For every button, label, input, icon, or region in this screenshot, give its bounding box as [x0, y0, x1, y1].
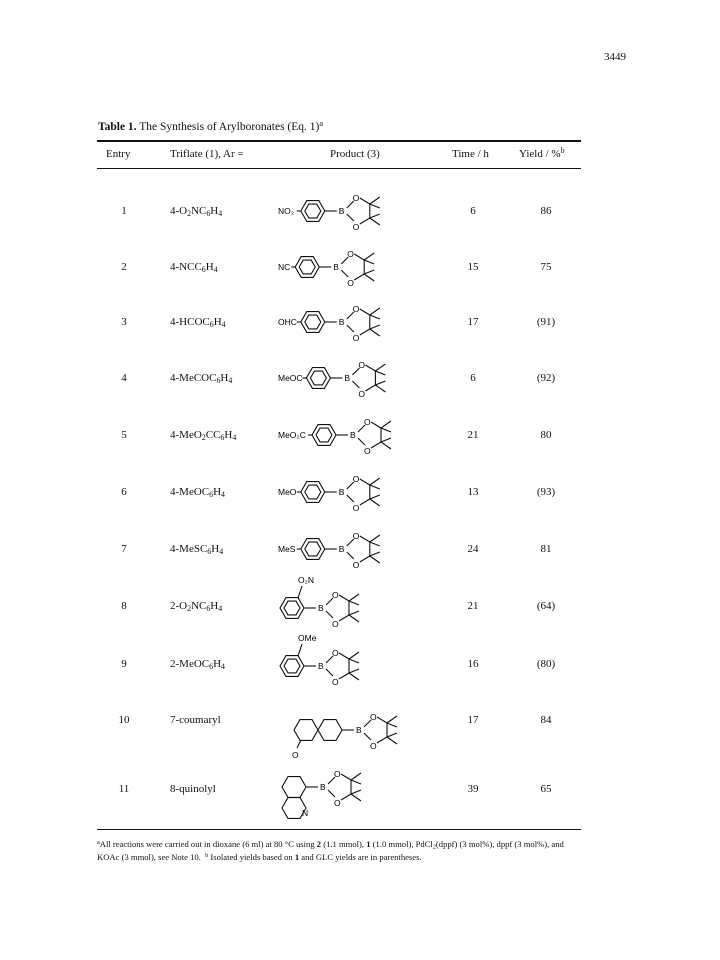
svg-text:B: B — [338, 487, 345, 497]
svg-text:B: B — [318, 661, 324, 671]
svg-text:O: O — [332, 677, 339, 687]
reaction-time: 13 — [467, 486, 479, 498]
svg-text:O: O — [332, 648, 339, 658]
entry-number: 5 — [121, 429, 127, 441]
svg-text:O: O — [358, 360, 366, 370]
svg-text:N: N — [302, 808, 309, 818]
triflate-aryl: $4-MeOC_6H_4$ — [170, 486, 225, 499]
svg-text:O: O — [358, 389, 366, 399]
svg-text:O: O — [292, 750, 299, 760]
triflate-aryl: $4-O_2NC_6H_4$ — [170, 205, 223, 218]
product-structure — [272, 302, 412, 342]
svg-text:O: O — [352, 193, 360, 203]
svg-text:O: O — [352, 304, 360, 314]
svg-text:O: O — [334, 798, 341, 808]
svg-text:O: O — [352, 474, 360, 484]
reaction-time: 16 — [467, 658, 479, 670]
svg-text:OHC: OHC — [278, 317, 297, 327]
reaction-time: 21 — [467, 600, 479, 612]
svg-text:O: O — [347, 278, 354, 288]
svg-text:MeO: MeO — [278, 487, 297, 497]
svg-text:O: O — [370, 741, 377, 751]
caption-footnote-mark: a — [319, 118, 324, 128]
entry-number: 11 — [118, 783, 130, 795]
product-structure — [272, 566, 412, 629]
product-structure — [272, 624, 412, 687]
triflate-aryl: 7-coumaryl — [170, 714, 221, 726]
svg-text:O: O — [352, 503, 360, 513]
svg-text:MeOC: MeOC — [278, 373, 303, 383]
svg-text:O: O — [352, 333, 360, 343]
triflate-aryl: $2-MeOC_6H_4$ — [170, 658, 225, 671]
reaction-yield: 86 — [540, 205, 552, 217]
reaction-yield: (92) — [536, 372, 556, 384]
reaction-time: 39 — [467, 783, 479, 795]
reaction-time: 21 — [467, 429, 479, 441]
svg-text:O: O — [370, 712, 377, 722]
svg-text:O: O — [352, 531, 360, 541]
entry-number: 8 — [121, 600, 127, 612]
svg-text:B: B — [344, 373, 351, 383]
svg-text:O: O — [364, 417, 371, 427]
svg-text:O: O — [334, 769, 341, 779]
svg-text:MeS: MeS — [278, 544, 296, 554]
svg-text:O: O — [332, 590, 339, 600]
table-title: The Synthesis of Arylboronates (Eq. 1) — [139, 121, 320, 133]
svg-text:B: B — [338, 544, 345, 554]
svg-text:OMe: OMe — [298, 633, 317, 643]
svg-text:MeO₂C: MeO₂C — [278, 430, 306, 440]
reaction-yield: 80 — [540, 429, 552, 441]
reaction-yield: (80) — [536, 658, 556, 670]
reaction-yield: (91) — [536, 316, 556, 328]
triflate-aryl: $4-MeSC_6H_4$ — [170, 543, 224, 556]
svg-text:O: O — [352, 560, 360, 570]
reaction-time: 6 — [470, 205, 476, 217]
page-number: 3449 — [604, 51, 626, 63]
entry-number: 7 — [121, 543, 127, 555]
svg-text:O: O — [332, 619, 339, 629]
table-caption — [98, 118, 324, 133]
reaction-time: 24 — [467, 543, 479, 555]
svg-text:B: B — [338, 206, 345, 216]
reaction-time: 15 — [467, 261, 479, 273]
reaction-yield: 84 — [540, 714, 552, 726]
svg-text:O: O — [364, 446, 371, 456]
svg-text:NO₂: NO₂ — [278, 206, 295, 216]
header-entry: Entry — [106, 148, 131, 160]
svg-text:O: O — [352, 222, 360, 232]
entry-number: 10 — [118, 714, 130, 726]
table-footnote: $^a$All reactions were carried out in dioxane (6 ml) at 80 °C using 2 (1.1 mmol), 1 (1.0 mmol), PdCl$_2$(dppf) (3 mol%), dppf (3 mol%), and KOAc (3 mmol), see Note 10. $^b$ Isolated yields based on 1 and GLC yields are in parentheses. — [97, 838, 564, 862]
triflate-aryl: $2-O_2NC_6H_4$ — [170, 600, 223, 613]
table-label: Table 1. — [98, 121, 137, 133]
reaction-yield: 65 — [540, 783, 552, 795]
product-structure — [272, 247, 412, 287]
svg-text:O₂N: O₂N — [298, 575, 315, 585]
triflate-aryl: $4-HCOC_6H_4$ — [170, 316, 226, 329]
entry-number: 4 — [121, 372, 127, 384]
reaction-yield: (64) — [536, 600, 556, 612]
product-structure — [272, 358, 412, 398]
product-structure — [272, 755, 412, 835]
entry-number: 1 — [121, 205, 127, 217]
svg-text:NC: NC — [278, 262, 291, 272]
entry-number: 3 — [121, 316, 127, 328]
entry-number: 9 — [121, 658, 127, 670]
svg-text:B: B — [320, 782, 326, 792]
header-product: Product (3) — [330, 148, 380, 160]
triflate-aryl: $4-NCC_6H_4$ — [170, 261, 218, 274]
entry-number: 6 — [121, 486, 127, 498]
product-structure — [272, 696, 412, 760]
table-top-rule — [97, 140, 581, 142]
svg-text:B: B — [338, 317, 345, 327]
reaction-yield: 75 — [540, 261, 552, 273]
svg-text:O: O — [347, 249, 354, 259]
triflate-aryl: $4-MeCOC_6H_4$ — [170, 372, 233, 385]
table-header-rule — [97, 168, 581, 169]
reaction-yield: 81 — [540, 543, 552, 555]
svg-text:B: B — [350, 430, 356, 440]
reaction-time: 17 — [467, 316, 479, 328]
triflate-aryl: $4-MeO_2CC_6H_4$ — [170, 429, 237, 442]
product-structure — [272, 472, 412, 512]
product-structure — [272, 191, 412, 231]
product-structure — [272, 415, 412, 455]
svg-text:B: B — [318, 603, 324, 613]
header-triflate: Triflate (1), Ar = — [170, 148, 244, 160]
reaction-time: 6 — [470, 372, 476, 384]
header-time: Time / h — [452, 148, 489, 160]
product-structure — [272, 529, 412, 569]
header-yield: Yield / %$^b$ — [519, 146, 565, 160]
svg-text:B: B — [333, 262, 339, 272]
reaction-yield: (93) — [536, 486, 556, 498]
triflate-aryl: 8-quinolyl — [170, 783, 216, 795]
reaction-time: 17 — [467, 714, 479, 726]
svg-text:B: B — [356, 725, 362, 735]
entry-number: 2 — [121, 261, 127, 273]
